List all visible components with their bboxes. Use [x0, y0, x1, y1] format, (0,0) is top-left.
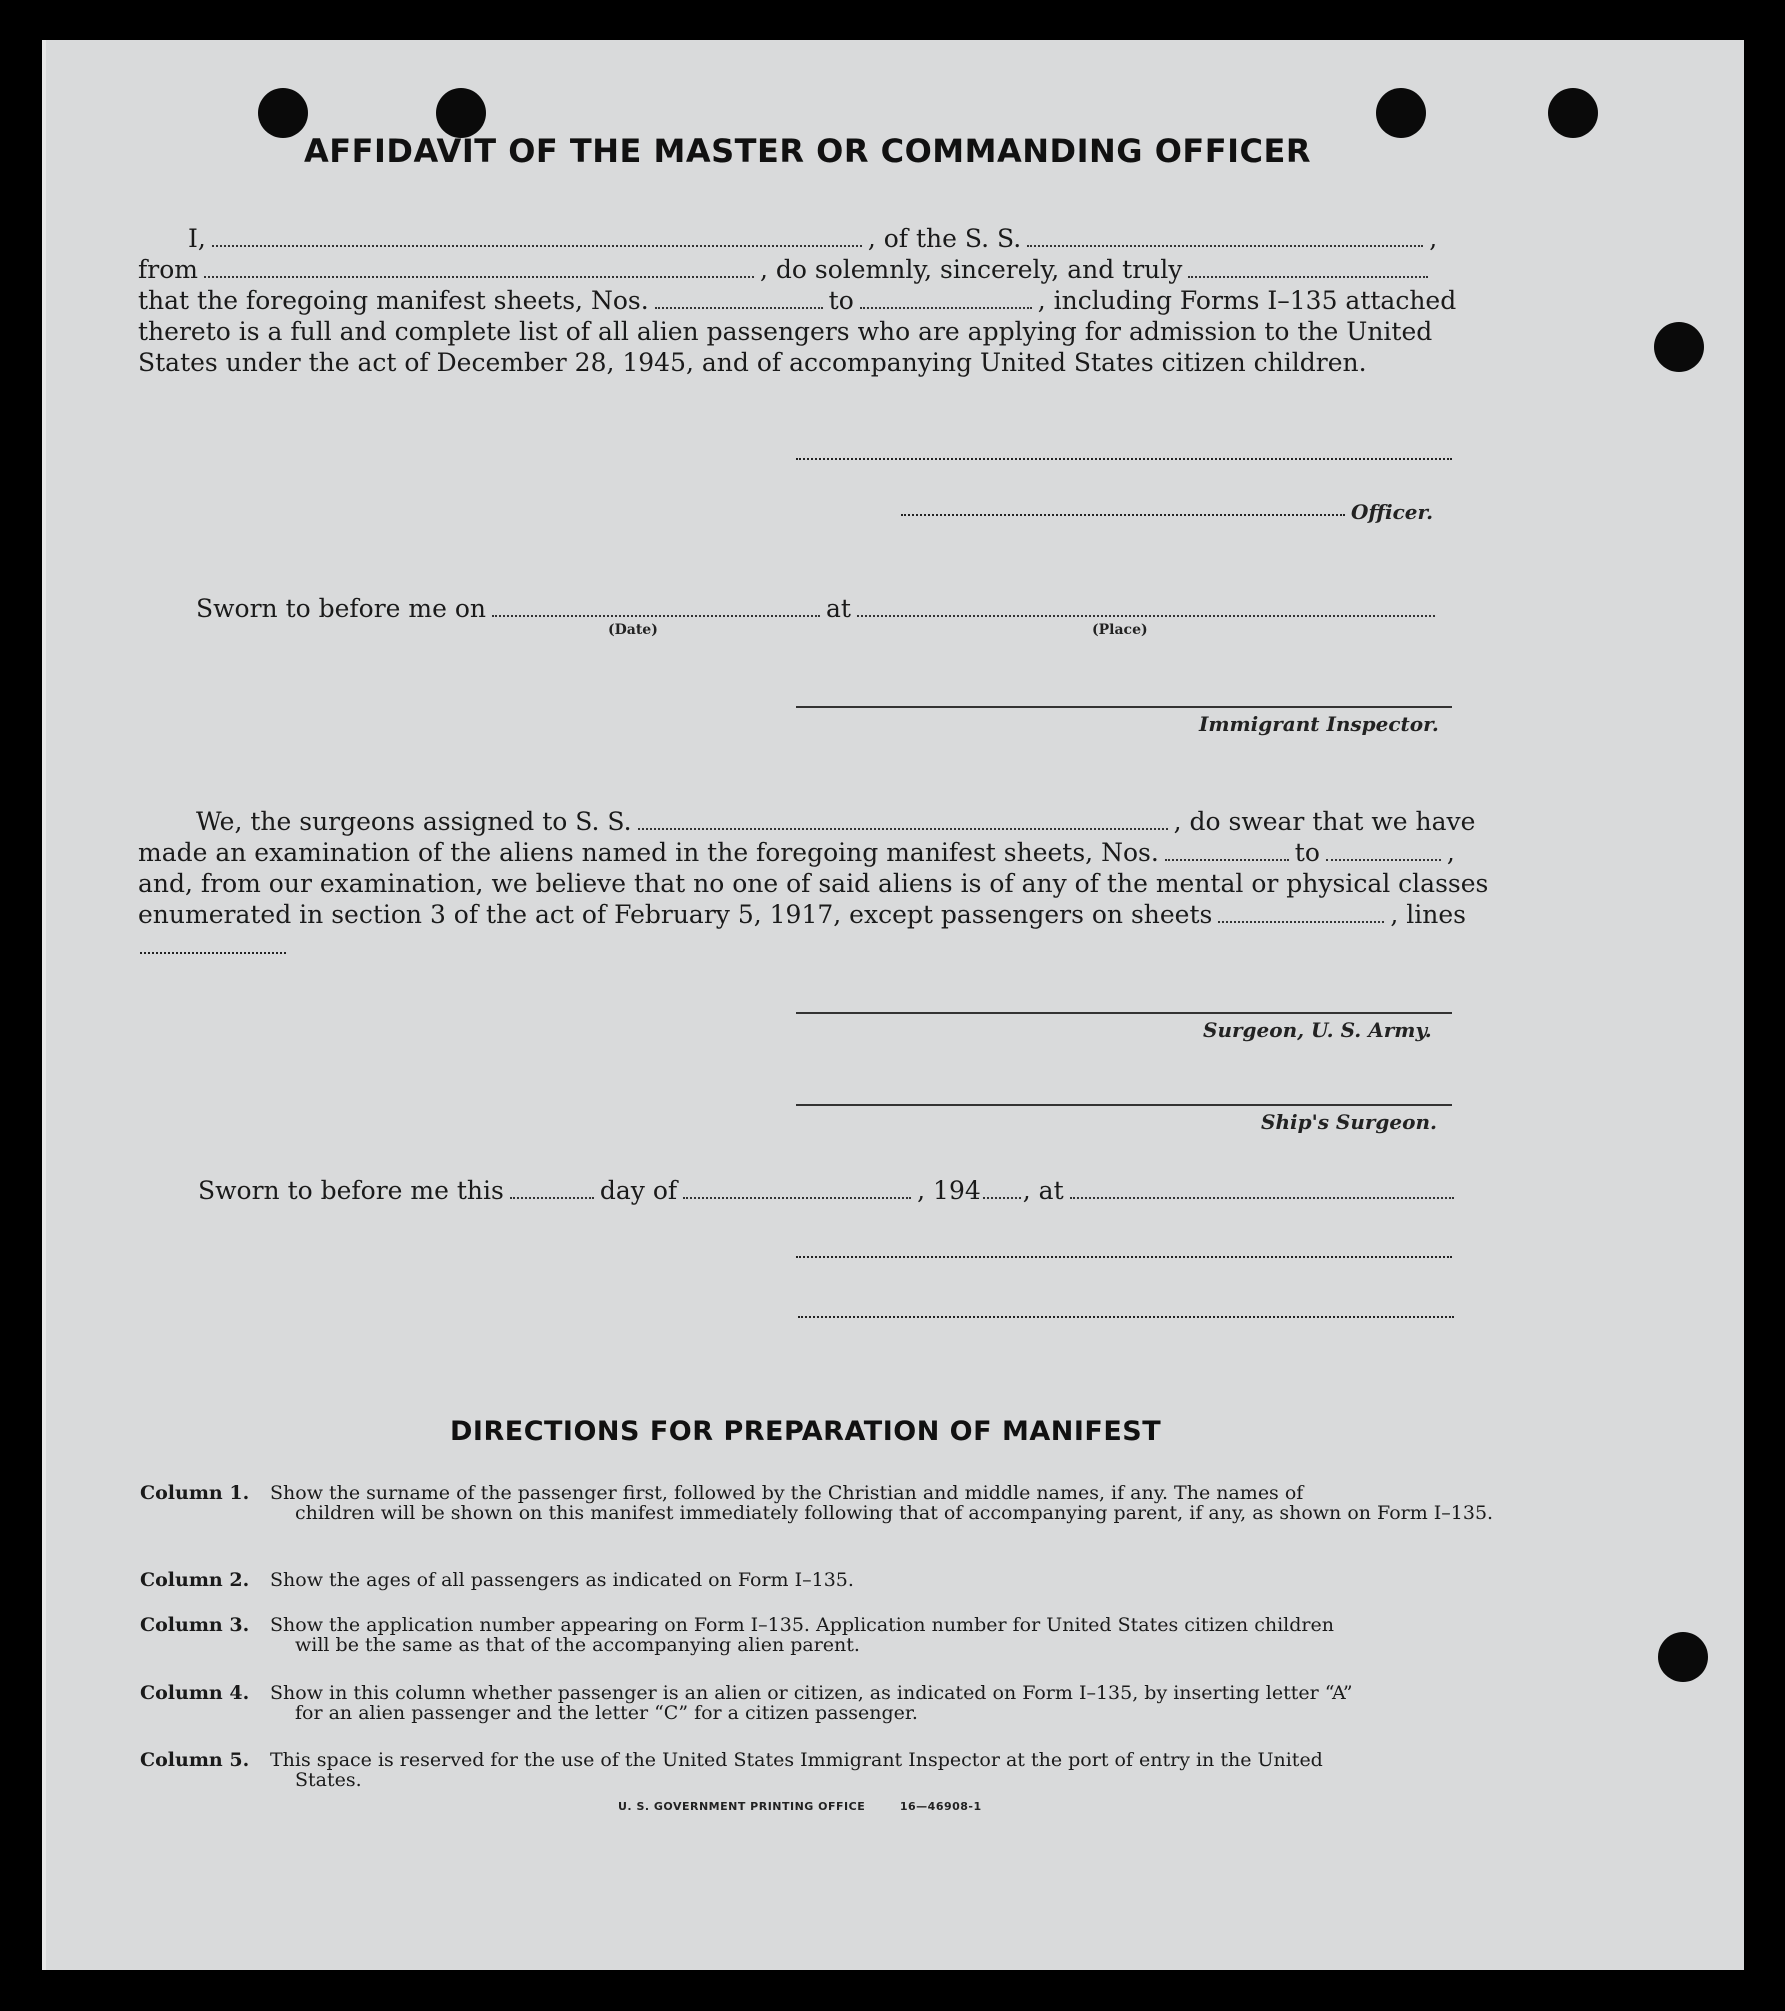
printing-office-footer: U. S. GOVERNMENT PRINTING OFFICE 16—46908-1 — [618, 1800, 982, 1813]
sheet-from-field[interactable] — [655, 307, 823, 309]
place-caption: (Place) — [1092, 622, 1148, 638]
sworn-place-field[interactable] — [857, 615, 1435, 617]
sworn-month-field[interactable] — [683, 1197, 911, 1199]
sworn-line-2: Sworn to before me this day of , 194 , at — [198, 1176, 1460, 1206]
surgeons-ship-field[interactable] — [638, 828, 1168, 830]
except-sheets-field[interactable] — [1218, 921, 1384, 923]
punch-hole — [1548, 88, 1598, 138]
surgeons-line-1: We, the surgeons assigned to S. S. , do swear that we have — [196, 807, 1476, 836]
army-surgeon-label: Surgeon, U. S. Army. — [1203, 1018, 1432, 1042]
army-surgeon-signature-line[interactable] — [796, 1012, 1452, 1014]
ship-surgeon-signature-line[interactable] — [796, 1104, 1452, 1106]
punch-hole — [1654, 322, 1704, 372]
label-from: from — [138, 255, 198, 284]
inspector-label: Immigrant Inspector. — [1199, 712, 1439, 736]
sworn-date-field[interactable] — [492, 615, 820, 617]
direction-column-3: Column 3. Show the application number appearing on Form I–135. Application number for United States citizen children will be the same as that of the accompanying alien parent. — [140, 1614, 1334, 1656]
affidavit-line-5: States under the act of December 28, 1945, and of accompanying United States citizen children. — [138, 348, 1367, 377]
directions-title: DIRECTIONS FOR PREPARATION OF MANIFEST — [450, 1416, 1162, 1447]
direction-column-5: Column 5. This space is reserved for the use of the United States Immigrant Inspector at the port of entry in the United States. — [140, 1749, 1323, 1791]
ship-surgeon-label: Ship's Surgeon. — [1261, 1110, 1437, 1134]
sheet-to-field[interactable] — [860, 307, 1032, 309]
form-sheet — [42, 40, 1744, 1970]
label-solemnly: , do solemnly, sincerely, and truly — [759, 255, 1183, 284]
label-i: I, — [188, 224, 206, 253]
affidavit-line-2 — [138, 255, 1434, 285]
label-of-ss: , of the S. S. — [867, 224, 1022, 253]
affidavit-line-1: I, , of the S. S. , — [188, 224, 1438, 253]
punch-hole — [1376, 88, 1426, 138]
affidavit-title: AFFIDAVIT OF THE MASTER OR COMMANDING OFFICER — [304, 132, 1311, 170]
direction-column-1: Column 1. Show the surname of the passenger first, followed by the Christian and middle names, if any. The names of children will be shown on this manifest immediately following that of accompanying parent, if any, as shown on Form I–135. — [140, 1482, 1494, 1524]
sworn-day-field[interactable] — [510, 1197, 594, 1199]
officer-name-field[interactable] — [212, 245, 862, 247]
surgeons-sheet-from-field[interactable] — [1165, 859, 1289, 861]
sworn-year-field[interactable] — [983, 1197, 1021, 1199]
except-lines-field[interactable] — [140, 952, 286, 954]
sworn-line-1: Sworn to before me on at — [196, 594, 1441, 624]
signature-line-extra-1[interactable] — [796, 1256, 1452, 1258]
inspector-signature-line[interactable] — [796, 706, 1452, 708]
sworn-at-field[interactable] — [1070, 1197, 1454, 1199]
surgeons-line-3: and, from our examination, we believe that no one of said aliens is of any of the mental or physical classes — [138, 869, 1489, 898]
punch-hole — [258, 88, 308, 138]
officer-signature-line[interactable] — [796, 458, 1452, 460]
direction-column-4: Column 4. Show in this column whether passenger is an alien or citizen, as indicated on Form I–135, by inserting letter “A” for an alien passenger and the letter “C” for a citizen passenger. — [140, 1682, 1353, 1724]
signature-line-extra-2[interactable] — [798, 1316, 1454, 1318]
punch-hole — [436, 88, 486, 138]
declare-field[interactable] — [1188, 276, 1428, 278]
ship-name-field[interactable] — [1027, 245, 1423, 247]
affidavit-line-3: that the foregoing manifest sheets, Nos. to , including Forms I–135 attached — [138, 286, 1457, 315]
surgeons-line-2: made an examination of the aliens named in the foregoing manifest sheets, Nos. to , — [138, 838, 1455, 867]
surgeons-line-4: enumerated in section 3 of the act of February 5, 1917, except passengers on sheets , lines — [138, 900, 1466, 929]
date-caption: (Date) — [608, 622, 658, 638]
surgeons-sheet-to-field[interactable] — [1326, 859, 1441, 861]
affidavit-line-4: thereto is a full and complete list of all alien passengers who are applying for admission to the United — [138, 317, 1433, 346]
officer-title-line[interactable] — [901, 514, 1345, 516]
port-from-field[interactable] — [204, 276, 754, 278]
officer-label: Officer. — [1351, 500, 1434, 524]
punch-hole — [1658, 1632, 1708, 1682]
direction-column-2: Column 2. Show the ages of all passengers as indicated on Form I–135. — [140, 1569, 854, 1591]
